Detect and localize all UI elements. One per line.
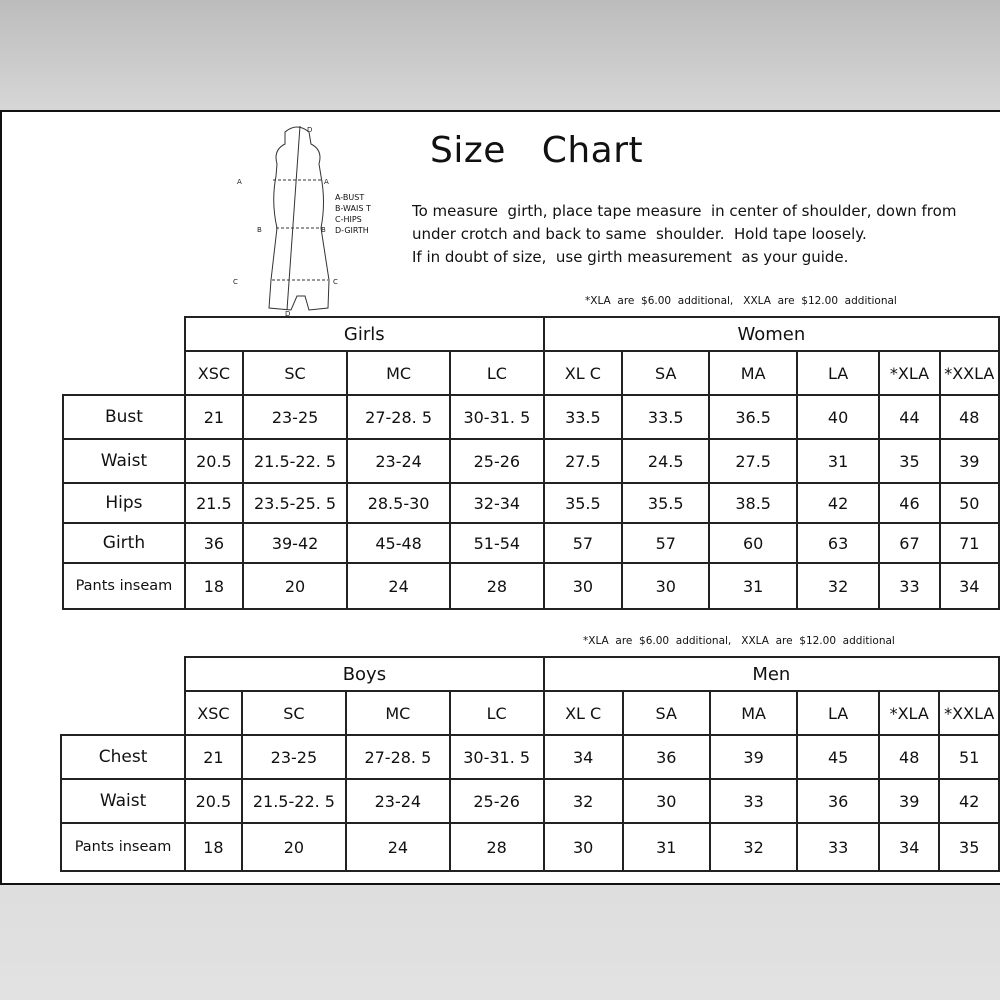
instruction-line-3: If in doubt of size, use girth measurement as your guide. bbox=[412, 248, 849, 266]
measurement-cell: 32 bbox=[797, 563, 879, 609]
measurement-cell: 30 bbox=[623, 779, 710, 823]
size-header: LA bbox=[797, 691, 879, 735]
measurement-cell: 30-31. 5 bbox=[450, 735, 544, 779]
size-header: XL C bbox=[544, 691, 623, 735]
measurement-cell: 23-24 bbox=[346, 779, 449, 823]
measurement-cell: 33 bbox=[710, 779, 797, 823]
size-header: MC bbox=[347, 351, 450, 395]
table-row bbox=[61, 779, 999, 823]
size-header: XL C bbox=[544, 351, 622, 395]
size-header: MA bbox=[709, 351, 796, 395]
measurement-cell: 20.5 bbox=[185, 779, 242, 823]
measurement-cell: 36.5 bbox=[709, 395, 796, 439]
size-header: *XLA bbox=[879, 691, 940, 735]
measurement-cell: 33.5 bbox=[622, 395, 709, 439]
figure-letter-a-right: A bbox=[324, 178, 329, 186]
measurement-cell: 27-28. 5 bbox=[346, 735, 449, 779]
measurement-cell: 32-34 bbox=[450, 483, 544, 523]
surcharge-note-bottom: *XLA are $6.00 additional, XXLA are $12.00 additional bbox=[583, 635, 895, 647]
size-header: *XXLA bbox=[940, 351, 999, 395]
measurement-cell: 20 bbox=[242, 823, 346, 871]
measurement-cell: 39 bbox=[940, 439, 999, 483]
measurement-cell: 35 bbox=[939, 823, 999, 871]
table-row bbox=[63, 563, 999, 609]
size-header: *XXLA bbox=[939, 691, 999, 735]
measurement-cell: 31 bbox=[797, 439, 879, 483]
measurement-cell: 48 bbox=[879, 735, 940, 779]
measurement-cell: 31 bbox=[623, 823, 710, 871]
measurement-cell: 27-28. 5 bbox=[347, 395, 450, 439]
measurement-cell: 34 bbox=[940, 563, 999, 609]
row-label: Pants inseam bbox=[63, 563, 185, 609]
measurement-cell: 34 bbox=[879, 823, 940, 871]
measurement-cell: 31 bbox=[709, 563, 796, 609]
measurement-cell: 45 bbox=[797, 735, 879, 779]
row-label: Waist bbox=[61, 779, 185, 823]
table-row bbox=[63, 523, 999, 563]
size-header: MC bbox=[346, 691, 449, 735]
row-label: Bust bbox=[63, 395, 185, 439]
measurement-cell: 21 bbox=[185, 395, 243, 439]
measurement-cell: 48 bbox=[940, 395, 999, 439]
corner-cell bbox=[63, 351, 185, 395]
measurement-cell: 18 bbox=[185, 823, 242, 871]
size-header: SA bbox=[623, 691, 710, 735]
table-row bbox=[63, 395, 999, 439]
group-header-row bbox=[61, 657, 999, 691]
corner-cell bbox=[61, 691, 185, 735]
measurement-cell: 63 bbox=[797, 523, 879, 563]
row-label: Chest bbox=[61, 735, 185, 779]
corner-cell bbox=[63, 317, 185, 351]
measurement-cell: 71 bbox=[940, 523, 999, 563]
measurement-cell: 46 bbox=[879, 483, 939, 523]
measurement-cell: 33.5 bbox=[544, 395, 622, 439]
figure-letter-c-right: C bbox=[333, 278, 338, 286]
measurement-cell: 40 bbox=[797, 395, 879, 439]
surcharge-note-top: *XLA are $6.00 additional, XXLA are $12.00 additional bbox=[585, 295, 897, 307]
measurement-cell: 36 bbox=[797, 779, 879, 823]
row-label: Pants inseam bbox=[61, 823, 185, 871]
measuring-instructions bbox=[412, 200, 956, 269]
measurement-cell: 23-25 bbox=[242, 735, 346, 779]
measurement-cell: 44 bbox=[879, 395, 939, 439]
measurement-cell: 67 bbox=[879, 523, 939, 563]
measurement-cell: 23.5-25. 5 bbox=[243, 483, 347, 523]
figure-letter-b-right: B bbox=[321, 226, 326, 234]
measurement-legend bbox=[335, 192, 371, 236]
legend-girth: D-GIRTH bbox=[335, 226, 369, 235]
size-header: *XLA bbox=[879, 351, 939, 395]
measurement-cell: 30 bbox=[544, 563, 622, 609]
legend-hips: C-HIPS bbox=[335, 215, 362, 224]
measurement-cell: 20 bbox=[243, 563, 347, 609]
size-header: XSC bbox=[185, 351, 243, 395]
group-boys: Boys bbox=[185, 657, 544, 691]
group-girls: Girls bbox=[185, 317, 544, 351]
measurement-cell: 32 bbox=[710, 823, 797, 871]
figure-letter-d-top: D bbox=[307, 126, 313, 134]
measurement-cell: 30-31. 5 bbox=[450, 395, 544, 439]
measurement-cell: 24.5 bbox=[622, 439, 709, 483]
measurement-cell: 33 bbox=[797, 823, 879, 871]
measurement-cell: 21.5-22. 5 bbox=[243, 439, 347, 483]
measurement-cell: 33 bbox=[879, 563, 939, 609]
measurement-cell: 21.5-22. 5 bbox=[242, 779, 346, 823]
figure-letter-a-left: A bbox=[237, 178, 242, 186]
measurement-cell: 23-24 bbox=[347, 439, 450, 483]
measurement-cell: 28.5-30 bbox=[347, 483, 450, 523]
measurement-cell: 27.5 bbox=[709, 439, 796, 483]
size-header: MA bbox=[710, 691, 797, 735]
measurement-cell: 25-26 bbox=[450, 439, 544, 483]
boys-men-body bbox=[61, 735, 999, 871]
legend-bust: A-BUST bbox=[335, 193, 365, 202]
group-men: Men bbox=[544, 657, 999, 691]
measurement-cell: 24 bbox=[346, 823, 449, 871]
row-label: Hips bbox=[63, 483, 185, 523]
size-header: LC bbox=[450, 351, 544, 395]
measurement-cell: 42 bbox=[797, 483, 879, 523]
measurement-cell: 51-54 bbox=[450, 523, 544, 563]
measurement-cell: 60 bbox=[709, 523, 796, 563]
measurement-cell: 21.5 bbox=[185, 483, 243, 523]
measurement-cell: 39 bbox=[879, 779, 940, 823]
size-header-row bbox=[61, 691, 999, 735]
measurement-cell: 42 bbox=[939, 779, 999, 823]
size-header-row bbox=[63, 351, 999, 395]
boys-men-size-table bbox=[60, 656, 1000, 872]
measurement-cell: 38.5 bbox=[709, 483, 796, 523]
table-row bbox=[61, 823, 999, 871]
figure-letter-c-left: C bbox=[233, 278, 238, 286]
instruction-line-2: under crotch and back to same shoulder. Hold tape loosely. bbox=[412, 225, 867, 243]
size-header: SA bbox=[622, 351, 709, 395]
size-header: LC bbox=[450, 691, 544, 735]
girls-women-body bbox=[63, 395, 999, 609]
measurement-cell: 30 bbox=[622, 563, 709, 609]
table-row bbox=[63, 483, 999, 523]
size-header: SC bbox=[242, 691, 346, 735]
size-header: XSC bbox=[185, 691, 242, 735]
row-label: Girth bbox=[63, 523, 185, 563]
measurement-cell: 32 bbox=[544, 779, 623, 823]
measurement-cell: 39-42 bbox=[243, 523, 347, 563]
measurement-cell: 50 bbox=[940, 483, 999, 523]
measurement-cell: 51 bbox=[939, 735, 999, 779]
measurement-cell: 27.5 bbox=[544, 439, 622, 483]
measurement-cell: 34 bbox=[544, 735, 623, 779]
instruction-line-1: To measure girth, place tape measure in center of shoulder, down from bbox=[412, 202, 957, 220]
corner-cell bbox=[61, 657, 185, 691]
measurement-cell: 21 bbox=[185, 735, 242, 779]
measurement-cell: 23-25 bbox=[243, 395, 347, 439]
size-header: SC bbox=[243, 351, 347, 395]
measurement-cell: 24 bbox=[347, 563, 450, 609]
girls-women-size-table bbox=[62, 316, 1000, 610]
page-title: Size Chart bbox=[430, 130, 644, 171]
measurement-cell: 39 bbox=[710, 735, 797, 779]
measurement-cell: 35 bbox=[879, 439, 939, 483]
measurement-cell: 25-26 bbox=[450, 779, 544, 823]
figure-letter-d-bottom: D bbox=[285, 310, 291, 318]
table-row bbox=[61, 735, 999, 779]
measurement-cell: 35.5 bbox=[622, 483, 709, 523]
size-header: LA bbox=[797, 351, 879, 395]
measurement-cell: 57 bbox=[544, 523, 622, 563]
size-chart-sheet bbox=[0, 110, 1000, 885]
measurement-cell: 18 bbox=[185, 563, 243, 609]
measurement-cell: 35.5 bbox=[544, 483, 622, 523]
group-women: Women bbox=[544, 317, 999, 351]
measurement-cell: 36 bbox=[623, 735, 710, 779]
measurement-cell: 28 bbox=[450, 563, 544, 609]
measurement-cell: 36 bbox=[185, 523, 243, 563]
measurement-cell: 20.5 bbox=[185, 439, 243, 483]
measurement-cell: 57 bbox=[622, 523, 709, 563]
figure-letter-b-left: B bbox=[257, 226, 262, 234]
row-label: Waist bbox=[63, 439, 185, 483]
table-row bbox=[63, 439, 999, 483]
group-header-row bbox=[63, 317, 999, 351]
measurement-cell: 28 bbox=[450, 823, 544, 871]
measurement-cell: 30 bbox=[544, 823, 623, 871]
measurement-cell: 45-48 bbox=[347, 523, 450, 563]
legend-waist: B-WAIS T bbox=[335, 204, 371, 213]
